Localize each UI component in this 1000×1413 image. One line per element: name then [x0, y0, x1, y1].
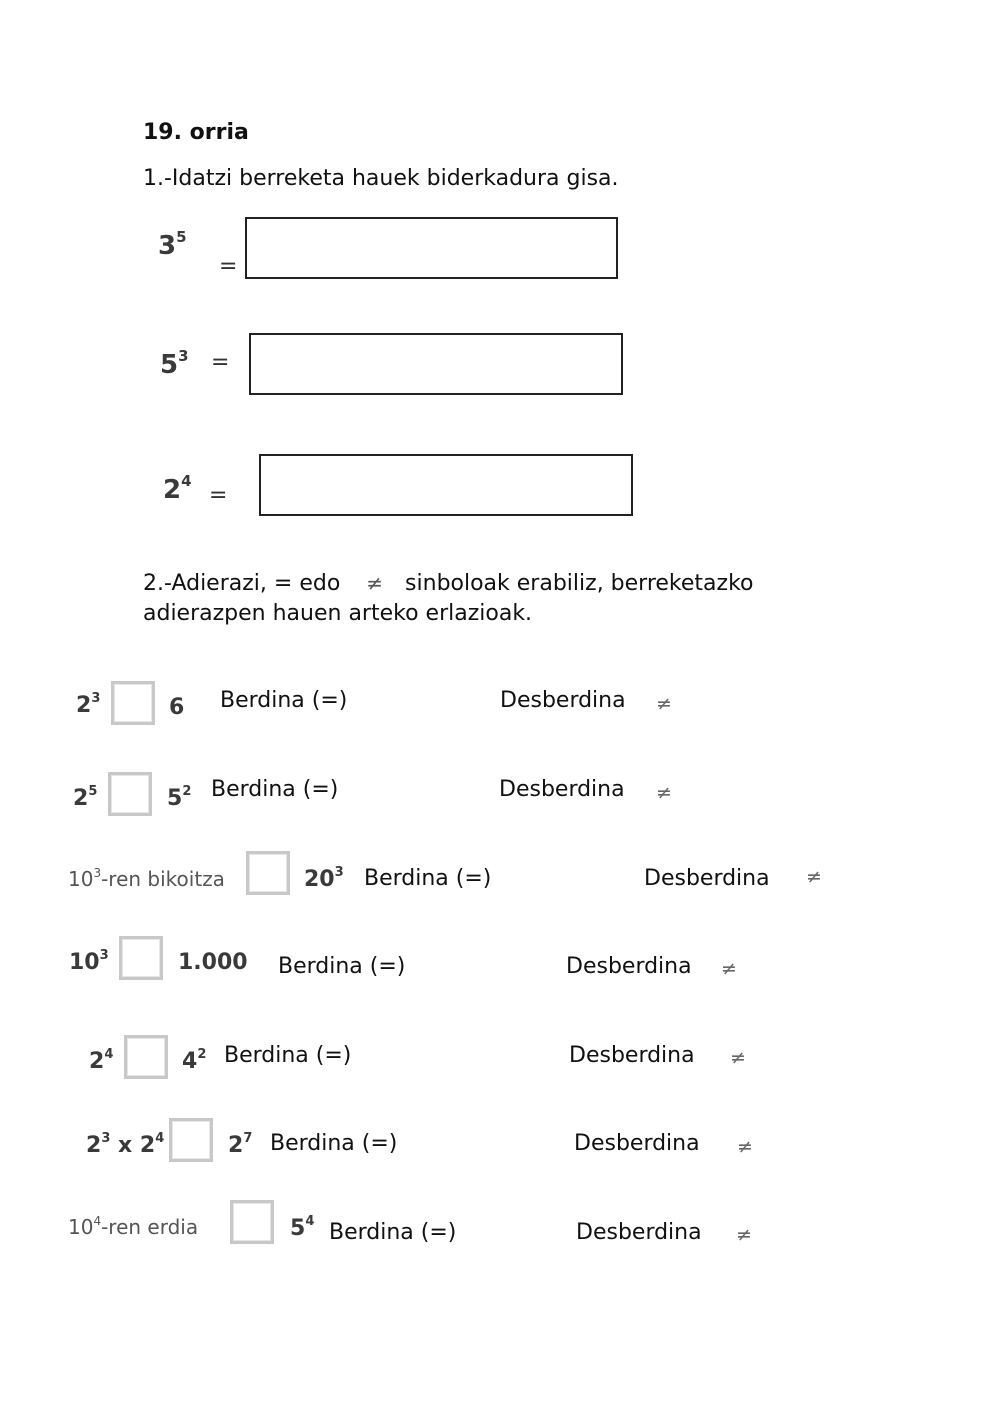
equal-option[interactable]: Berdina (=) [278, 954, 406, 979]
right-expression: $5^4$ [290, 1214, 315, 1241]
different-option[interactable]: Desberdina [576, 1220, 702, 1245]
not-equal-icon: ≠ [721, 958, 737, 980]
right-expression: $4^2$ [182, 1047, 207, 1074]
right-expression: $5^2$ [167, 784, 192, 811]
left-expression: $10^3$ [69, 948, 109, 975]
right-expression: 6 [169, 695, 185, 720]
answer-box-2[interactable] [249, 333, 623, 395]
not-equal-icon: ≠ [736, 1224, 752, 1246]
different-option[interactable]: Desberdina [499, 777, 625, 802]
equals-sign: = [211, 350, 230, 375]
different-option[interactable]: Desberdina [500, 688, 626, 713]
not-equal-icon: ≠ [656, 693, 672, 715]
power-5-3: $5^3$ [160, 347, 189, 380]
not-equal-icon: ≠ [806, 866, 822, 888]
not-equal-icon: ≠ [730, 1047, 746, 1069]
left-expression: $2^3$ x $2^4$ [86, 1131, 165, 1158]
not-equal-icon: ≠ [737, 1136, 753, 1158]
left-expression: $2^3$ [76, 691, 101, 718]
equal-option[interactable]: Berdina (=) [270, 1131, 398, 1156]
answer-box-3[interactable] [259, 454, 633, 516]
not-equal-icon: ≠ [656, 782, 672, 804]
instruction-part-b: sinboloak erabiliz, berreketazko adierazpen hauen arteko erlazioak. [143, 571, 754, 626]
right-expression: 1.000 [178, 950, 248, 975]
equal-option[interactable]: Berdina (=) [211, 777, 339, 802]
left-expression: $2^4$ [89, 1047, 114, 1074]
different-option[interactable]: Desberdina [644, 866, 770, 891]
right-expression: $2^7$ [228, 1131, 253, 1158]
left-expression: $10^3$-ren bikoitza [68, 866, 225, 891]
equals-sign: = [219, 254, 238, 279]
exercise2-instruction [143, 568, 863, 629]
power-3-5: $3^5$ [158, 228, 187, 261]
power-2-4: $2^4$ [163, 472, 192, 505]
instruction-part-a: 2.-Adierazi, = edo [143, 571, 341, 596]
left-expression: $10^4$-ren erdia [68, 1214, 199, 1239]
equal-option[interactable]: Berdina (=) [224, 1043, 352, 1068]
relation-answer-box[interactable] [246, 851, 290, 895]
equal-option[interactable]: Berdina (=) [364, 866, 492, 891]
equals-sign: = [209, 483, 228, 508]
relation-answer-box[interactable] [230, 1200, 274, 1244]
different-option[interactable]: Desberdina [566, 954, 692, 979]
not-equal-icon: ≠ [366, 571, 384, 595]
right-expression: $20^3$ [304, 865, 344, 892]
relation-answer-box[interactable] [124, 1035, 168, 1079]
exercise1-instruction: 1.-Idatzi berreketa hauek biderkadura gisa. [143, 166, 619, 191]
relation-answer-box[interactable] [108, 772, 152, 816]
left-expression: $2^5$ [73, 784, 98, 811]
relation-answer-box[interactable] [111, 681, 155, 725]
relation-answer-box[interactable] [169, 1118, 213, 1162]
page-title: 19. orria [143, 120, 249, 145]
different-option[interactable]: Desberdina [574, 1131, 700, 1156]
equal-option[interactable]: Berdina (=) [220, 688, 348, 713]
relation-answer-box[interactable] [119, 936, 163, 980]
different-option[interactable]: Desberdina [569, 1043, 695, 1068]
equal-option[interactable]: Berdina (=) [329, 1220, 457, 1245]
answer-box-1[interactable] [245, 217, 618, 279]
